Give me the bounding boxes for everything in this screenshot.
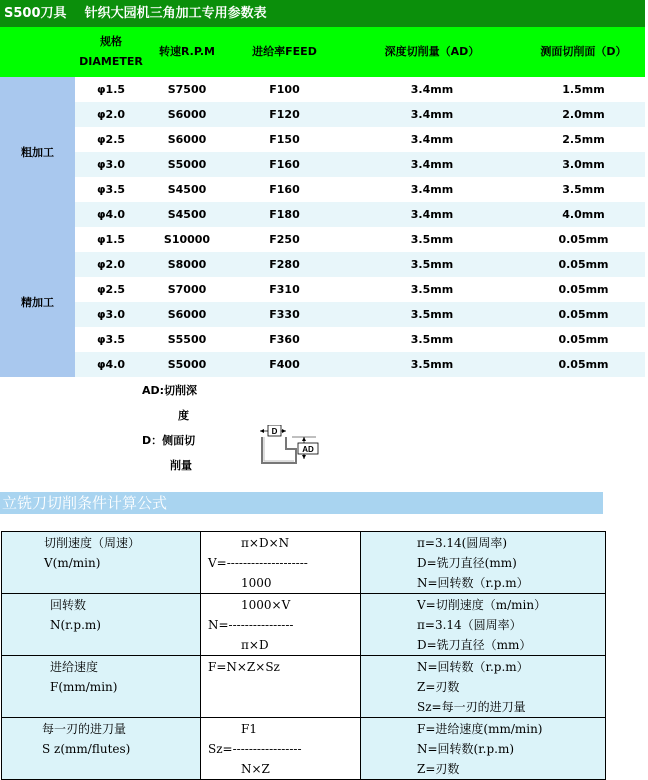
formula-cell-notes [361, 594, 606, 656]
formula-line: N(r.p.m) [50, 618, 101, 632]
formula-line: D=铣刀直径（mm） [417, 638, 532, 652]
formula-line: π=3.14（圆周率） [417, 618, 522, 632]
cell-diameter: φ2.5 [75, 277, 147, 302]
cell-feed: F250 [227, 227, 342, 252]
param-row [0, 277, 645, 302]
header-rpm: 转速R.P.M [147, 27, 227, 77]
legend-ad-line2: 度 [178, 409, 189, 422]
cell-depth: 3.5mm [342, 252, 522, 277]
cell-rpm: S8000 [147, 252, 227, 277]
cell-rpm: S10000 [147, 227, 227, 252]
formula-line: N=回转数（r.p.m） [417, 660, 529, 674]
params-body [0, 77, 645, 377]
cell-rpm: S5000 [147, 152, 227, 177]
cell-side: 0.05mm [522, 252, 645, 277]
cell-feed: F120 [227, 102, 342, 127]
param-row [0, 102, 645, 127]
header-corner [0, 27, 75, 77]
cell-feed: F180 [227, 202, 342, 227]
cell-side: 0.05mm [522, 352, 645, 377]
cut-profile-diagram [256, 425, 328, 470]
formula-line: π×D [241, 638, 269, 652]
cell-depth: 3.4mm [342, 127, 522, 152]
cell-side: 0.05mm [522, 227, 645, 252]
cell-rpm: S5500 [147, 327, 227, 352]
header-depth: 深度切削量（AD） [342, 27, 522, 77]
formula-line: 1000×V [241, 598, 291, 612]
formula-line: 回转数 [50, 598, 87, 612]
cell-depth: 3.5mm [342, 227, 522, 252]
formula-body [2, 532, 606, 780]
param-row [0, 77, 645, 102]
cell-rpm: S7000 [147, 277, 227, 302]
header-diameter: 规格 DIAMETER [75, 27, 147, 77]
formula-cell-name [2, 594, 201, 656]
formula-line: S z(mm/flutes) [42, 742, 131, 756]
formula-line: F(mm/min) [50, 680, 118, 694]
diagram-d-label: D [271, 427, 278, 436]
formula-line: V(m/min) [44, 556, 101, 570]
cell-rpm: S4500 [147, 202, 227, 227]
cell-side: 1.5mm [522, 77, 645, 102]
cell-diameter: φ4.0 [75, 202, 147, 227]
cell-diameter: φ1.5 [75, 77, 147, 102]
cell-side: 2.5mm [522, 127, 645, 152]
cell-feed: F310 [227, 277, 342, 302]
formula-cell-formula [201, 718, 361, 780]
cell-rpm: S7500 [147, 77, 227, 102]
diagram-ad-label: AD [302, 445, 314, 454]
formula-line: N=回转数（r.p.m） [417, 576, 529, 590]
formula-line: F=N×Z×Sz [208, 660, 280, 674]
cell-feed: F280 [227, 252, 342, 277]
cell-diameter: φ2.5 [75, 127, 147, 152]
group-label: 粗加工 [0, 77, 75, 227]
cell-depth: 3.4mm [342, 77, 522, 102]
formula-line: F=进给速度(mm/min) [417, 722, 543, 736]
cell-feed: F150 [227, 127, 342, 152]
formula-cell-notes [361, 718, 606, 780]
cell-side: 0.05mm [522, 302, 645, 327]
formula-row [2, 594, 606, 656]
formula-row [2, 532, 606, 594]
formula-cell-formula [201, 594, 361, 656]
formula-cell-name [2, 532, 201, 594]
cell-rpm: S4500 [147, 177, 227, 202]
formula-line: V=切削速度（m/min） [417, 598, 547, 612]
cell-diameter: φ3.5 [75, 327, 147, 352]
cell-side: 0.05mm [522, 327, 645, 352]
group-label: 精加工 [0, 227, 75, 377]
formula-table [1, 531, 606, 780]
cell-depth: 3.5mm [342, 277, 522, 302]
cell-diameter: φ4.0 [75, 352, 147, 377]
formula-cell-formula [201, 656, 361, 718]
cell-diameter: φ2.0 [75, 252, 147, 277]
formula-line: Sz=----------------- [208, 742, 302, 756]
cell-rpm: S6000 [147, 102, 227, 127]
cell-rpm: S5000 [147, 352, 227, 377]
params-header-row [0, 27, 645, 77]
formula-line: D=铣刀直径(mm) [417, 556, 517, 570]
cell-feed: F330 [227, 302, 342, 327]
formula-line: 每一刃的进刀量 [42, 722, 127, 736]
formula-line: 切削速度（周速） [44, 536, 141, 550]
formula-row [2, 656, 606, 718]
cell-side: 3.5mm [522, 177, 645, 202]
cell-depth: 3.5mm [342, 352, 522, 377]
cell-feed: F100 [227, 77, 342, 102]
param-row [0, 152, 645, 177]
cell-feed: F160 [227, 152, 342, 177]
param-row [0, 252, 645, 277]
cell-rpm: S6000 [147, 127, 227, 152]
formula-line: N=回转数(r.p.m) [417, 742, 515, 756]
formula-cell-name [2, 656, 201, 718]
cell-diameter: φ3.0 [75, 302, 147, 327]
legend-d-line2: 削量 [170, 459, 192, 472]
header-feed: 进给率FEED [227, 27, 342, 77]
cell-diameter: φ3.0 [75, 152, 147, 177]
formula-line: Z=刃数 [417, 762, 460, 776]
page-title: S500刀具 针织大园机三角加工专用参数表 [0, 0, 645, 27]
param-row [0, 302, 645, 327]
cell-depth: 3.5mm [342, 327, 522, 352]
formula-cell-notes [361, 656, 606, 718]
formula-line: F1 [241, 722, 257, 736]
param-row [0, 352, 645, 377]
cell-depth: 3.4mm [342, 202, 522, 227]
formula-line: 1000 [241, 576, 272, 590]
param-row [0, 327, 645, 352]
formula-line: Sz=每一刃的进刀量 [417, 700, 526, 714]
formula-cell-formula [201, 532, 361, 594]
params-table [0, 27, 645, 377]
legend [142, 378, 222, 478]
cell-depth: 3.4mm [342, 152, 522, 177]
formula-line: π=3.14(圆周率) [417, 536, 508, 550]
formula-line: N×Z [241, 762, 270, 776]
legend-ad-line1: AD:切削深 [142, 384, 198, 397]
cell-side: 4.0mm [522, 202, 645, 227]
cell-depth: 3.4mm [342, 177, 522, 202]
formula-line: Z=刃数 [417, 680, 460, 694]
cell-diameter: φ3.5 [75, 177, 147, 202]
formula-cell-name [2, 718, 201, 780]
param-row [0, 127, 645, 152]
legend-d-line1: D：侧面切 [142, 434, 196, 447]
formula-line: 进给速度 [50, 660, 99, 674]
cell-rpm: S6000 [147, 302, 227, 327]
formula-cell-notes [361, 532, 606, 594]
formula-line: V=-------------------- [208, 556, 308, 570]
param-row [0, 177, 645, 202]
section-title: 立铣刀切削条件计算公式 [0, 492, 603, 514]
cell-side: 0.05mm [522, 277, 645, 302]
cell-depth: 3.5mm [342, 302, 522, 327]
cell-feed: F160 [227, 177, 342, 202]
cell-diameter: φ2.0 [75, 102, 147, 127]
cell-side: 3.0mm [522, 152, 645, 177]
header-side: 测面切削面（D） [522, 27, 645, 77]
formula-line: π×D×N [241, 536, 290, 550]
formula-line: N=---------------- [208, 618, 294, 632]
cell-depth: 3.4mm [342, 102, 522, 127]
formula-row [2, 718, 606, 780]
param-row [0, 202, 645, 227]
cell-side: 2.0mm [522, 102, 645, 127]
cell-feed: F400 [227, 352, 342, 377]
cell-feed: F360 [227, 327, 342, 352]
cell-diameter: φ1.5 [75, 227, 147, 252]
param-row [0, 227, 645, 252]
